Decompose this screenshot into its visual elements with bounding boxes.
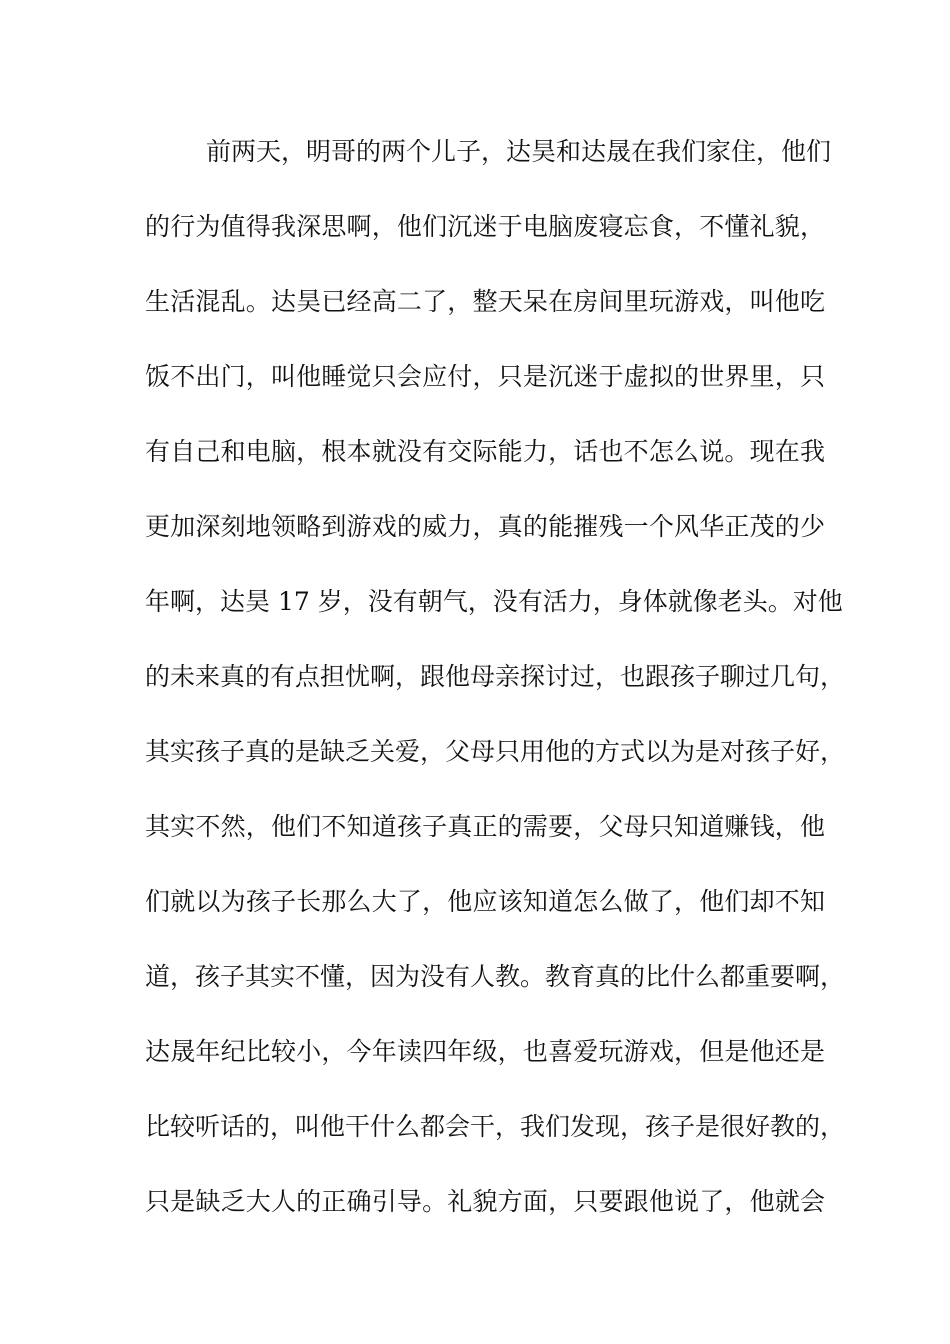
paragraph-line-15: 只是缺乏大人的正确引导。礼貌方面，只要跟他说了，他就会	[145, 1187, 825, 1216]
paragraph-line-2: 的行为值得我深思啊，他们沉迷于电脑废寝忘食，不懂礼貌，	[145, 212, 825, 241]
paragraph-line-12: 道，孩子其实不懂，因为没有人教。教育真的比什么都重要啊，	[145, 962, 846, 991]
paragraph-line-1: 前两天，明哥的两个儿子，达昊和达晟在我们家住，他们	[206, 137, 832, 166]
paragraph-line-11: 们就以为孩子长那么大了，他应该知道怎么做了，他们却不知	[145, 887, 825, 916]
paragraph-line-8: 的未来真的有点担忧啊，跟他母亲探讨过，也跟孩子聊过几句，	[145, 662, 846, 691]
paragraph-line-7: 年啊，达昊 17 岁，没有朝气，没有活力，身体就像老头。对他	[145, 587, 843, 616]
paragraph-line-4: 饭不出门，叫他睡觉只会应付，只是沉迷于虚拟的世界里，只	[145, 362, 825, 391]
paragraph-line-3: 生活混乱。达昊已经高二了，整天呆在房间里玩游戏，叫他吃	[145, 287, 825, 316]
paragraph-line-10: 其实不然，他们不知道孩子真正的需要，父母只知道赚钱，他	[145, 812, 825, 841]
paragraph-line-14: 比较听话的，叫他干什么都会干，我们发现，孩子是很好教的，	[145, 1112, 846, 1141]
paragraph-line-6: 更加深刻地领略到游戏的威力，真的能摧残一个风华正茂的少	[145, 512, 825, 541]
paragraph-line-13: 达晟年纪比较小，今年读四年级，也喜爱玩游戏，但是他还是	[145, 1037, 825, 1066]
paragraph-line-5: 有自己和电脑，根本就没有交际能力，话也不怎么说。现在我	[145, 437, 825, 466]
paragraph-line-9: 其实孩子真的是缺乏关爱，父母只用他的方式以为是对孩子好，	[145, 737, 846, 766]
